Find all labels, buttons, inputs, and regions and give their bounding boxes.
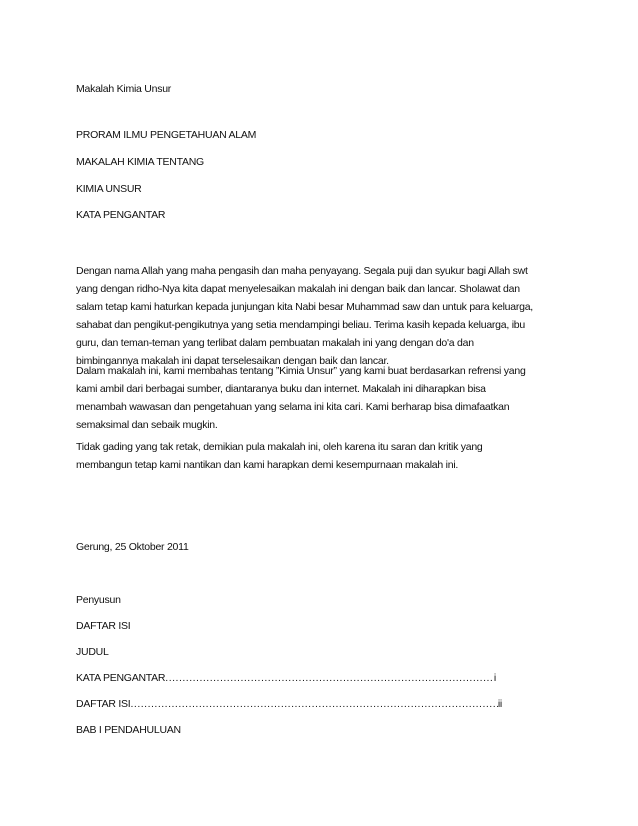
text-line: Dengan nama Allah yang maha pengasih dan maha penyayang. Segala puji dan syukur bagi Allah swt: [76, 265, 528, 277]
toc-entry-label: KATA PENGANTAR: [76, 672, 166, 684]
text-line: guru, dan teman-teman yang terlibat dalam pembuatan makalah ini yang dengan do'a dan: [76, 337, 474, 349]
toc-heading: DAFTAR ISI: [76, 620, 131, 632]
toc-entry-label: DAFTAR ISI: [76, 698, 131, 710]
toc-entry-page: i: [493, 672, 496, 684]
makalah-heading: MAKALAH KIMIA TENTANG: [76, 156, 204, 168]
preface-paragraph-2: [76, 362, 568, 434]
place-date: Gerung, 25 Oktober 2011: [76, 541, 189, 553]
preface-paragraph-3: [76, 438, 568, 474]
text-line: yang dengan ridho-Nya kita dapat menyelesaikan makalah ini dengan baik dan lancar. Sholawat dan: [76, 283, 520, 295]
text-line: semaksimal dan sebaik mugkin.: [76, 419, 218, 431]
toc-leader-dots: [130, 697, 497, 711]
text-line: sahabat dan pengikut-pengikutnya yang setia mendampingi beliau. Terima kasih kepada keluarga, ibu: [76, 319, 525, 331]
text-line: menambah wawasan dan pengetahuan yang selama ini kita cari. Kami berharap bisa dimafaatkan: [76, 401, 510, 413]
text-line: salam tetap kami haturkan kepada junjungan kita Nabi besar Muhammad saw dan untuk para keluarga,: [76, 301, 533, 313]
toc-entry-page: ii: [497, 698, 502, 710]
text-line: kami ambil dari berbagai sumber, diantaranya buku dan internet. Makalah ini diharapkan bisa: [76, 383, 486, 395]
toc-entry-daftar-isi: [76, 697, 502, 711]
toc-leader-dots: [165, 671, 494, 685]
preface-paragraph-1: [76, 262, 568, 370]
bab-1-heading: BAB I PENDAHULUAN: [76, 724, 181, 736]
author-label: Penyusun: [76, 594, 121, 606]
text-line: Dalam makalah ini, kami membahas tentang ”Kimia Unsur” yang kami buat berdasarkan refrensi yang: [76, 365, 526, 377]
toc-judul: JUDUL: [76, 646, 109, 658]
text-line: membangun tetap kami nantikan dan kami harapkan demi kesempurnaan makalah ini.: [76, 459, 459, 471]
topic-heading: KIMIA UNSUR: [76, 183, 142, 195]
program-heading: PRORAM ILMU PENGETAHUAN ALAM: [76, 129, 257, 141]
document-header: Makalah Kimia Unsur: [76, 83, 172, 95]
text-line: Tidak gading yang tak retak, demikian pula makalah ini, oleh karena itu saran dan kritik yang: [76, 441, 483, 453]
toc-entry-kata-pengantar: [76, 671, 496, 685]
preface-heading: KATA PENGANTAR: [76, 209, 166, 221]
text-line: bimbingannya makalah ini dapat terselesaikan dengan baik dan lancar.: [76, 355, 389, 367]
